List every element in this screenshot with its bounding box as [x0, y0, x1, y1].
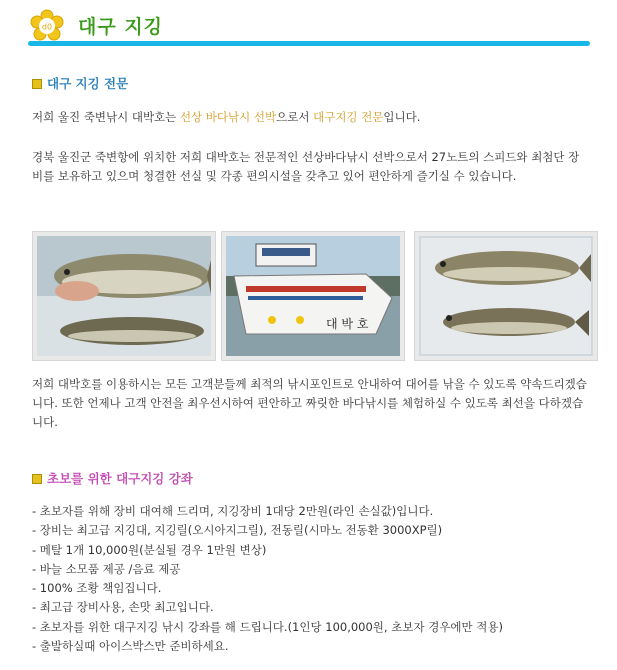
list-item: - 장비는 최고급 지깅대, 지깅릴(오시아지그릴), 전동릴(시마노 전동환 3000XP릴): [32, 523, 443, 538]
square-bullet-icon: [32, 79, 42, 89]
fish-ice-photo-image: [419, 236, 593, 356]
list-item: - 초보자를 위한 대구지깅 낚시 강좌를 해 드립니다.(1인당 100,000원, 초보자 경우에만 적용): [32, 619, 504, 634]
list-item: - 최고급 장비사용, 손맛 최고입니다.: [32, 600, 214, 615]
list-item: - 초보자를 위해 장비 대여해 드리며, 지깅장비 1대당 2만원(라인 손실값)입니다.: [32, 504, 434, 518]
title-underline: [28, 41, 590, 46]
photo-fish-on-ice: [414, 231, 598, 361]
intro-text-end: 입니다.: [383, 110, 421, 124]
boat-name-label: 대 박 호: [326, 317, 369, 331]
svg-text:d0: d0: [41, 22, 53, 32]
description-paragraph: 경북 울진군 죽변항에 위치한 저희 대박호는 전문적인 선상바다낚시 선박으로서 27노트의 스피드와 최첨단 장비를 보유하고 있으며 청결한 선실 및 각종 편의시설을 갖추고 있어 편안하게 즐기실 수 있습니다.: [32, 150, 580, 183]
list-item: - 메탈 1개 10,000원(분실될 경우 1만원 변상): [32, 542, 267, 557]
section-heading-beginner: [32, 469, 193, 487]
flower-logo-icon: [30, 9, 64, 43]
intro-text-mid: 으로서: [276, 110, 314, 124]
photo-boat: [221, 231, 405, 361]
section-heading-label: 초보를 위한 대구지깅 강좌: [47, 471, 193, 486]
intro-text: 저희 울진 죽변낚시 대박호는: [32, 110, 180, 124]
list-item: - 100% 조황 책임집니다.: [32, 581, 162, 596]
highlight-specialty: 대구지깅 전문: [313, 110, 384, 124]
square-bullet-icon: [32, 474, 42, 484]
page-title: 대구 지깅: [78, 16, 164, 38]
boat-photo-image: [226, 236, 400, 356]
fish-photo-image: [37, 236, 211, 356]
closing-paragraph: 저희 대박호를 이용하시는 모든 고객분들께 최적의 낚시포인트로 안내하여 대어를 낚을 수 있도록 약속드리겠습니다. 또한 언제나 고객 안전을 최우선시하여 편안하고 짜릿한 바다낚시를 체험하실 수 있도록 최선을 다하겠습니다.: [32, 377, 587, 429]
section-heading-label: 대구 지깅 전문: [47, 76, 129, 91]
page-header: [28, 6, 590, 46]
section-heading-jigging: [32, 74, 128, 92]
list-item: - 바늘 소모품 제공 /음료 제공: [32, 561, 181, 576]
intro-paragraph: [32, 108, 588, 127]
list-item: - 출발하실때 아이스박스만 준비하세요.: [32, 639, 229, 654]
photo-fish-catch: [32, 231, 216, 361]
beginner-info-list: [32, 502, 503, 656]
highlight-boat-type: 선상 바다낚시 선박: [179, 110, 277, 124]
